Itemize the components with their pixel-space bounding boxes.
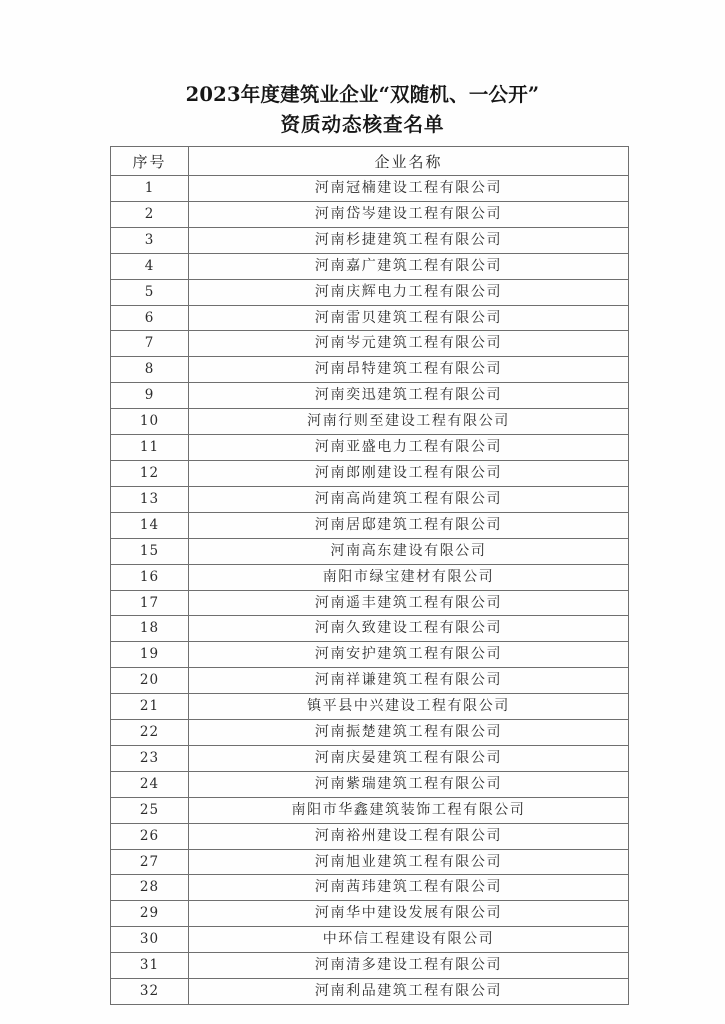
cell-index: 29 [111, 901, 189, 927]
cell-index: 18 [111, 616, 189, 642]
company-list-table [110, 146, 629, 1005]
cell-company-name: 河南利品建筑工程有限公司 [189, 979, 629, 1005]
cell-index: 19 [111, 642, 189, 668]
cell-company-name: 河南冠楠建设工程有限公司 [189, 176, 629, 202]
cell-company-name: 河南华中建设发展有限公司 [189, 901, 629, 927]
cell-index: 22 [111, 720, 189, 746]
cell-index: 13 [111, 486, 189, 512]
column-header-name: 企业名称 [189, 147, 629, 176]
table-row [111, 538, 629, 564]
table-header-row [111, 147, 629, 176]
cell-company-name: 河南祥谦建筑工程有限公司 [189, 668, 629, 694]
cell-company-name: 河南清多建设工程有限公司 [189, 953, 629, 979]
cell-company-name: 河南行则至建设工程有限公司 [189, 409, 629, 435]
cell-company-name: 南阳市绿宝建材有限公司 [189, 564, 629, 590]
cell-index: 1 [111, 176, 189, 202]
table-row [111, 797, 629, 823]
table-row [111, 227, 629, 253]
cell-index: 27 [111, 849, 189, 875]
cell-index: 10 [111, 409, 189, 435]
cell-index: 23 [111, 745, 189, 771]
table-row [111, 927, 629, 953]
table-row [111, 460, 629, 486]
cell-company-name: 河南庆辉电力工程有限公司 [189, 279, 629, 305]
table-row [111, 979, 629, 1005]
table-row [111, 409, 629, 435]
cell-index: 26 [111, 823, 189, 849]
table-row [111, 771, 629, 797]
table-row [111, 849, 629, 875]
cell-company-name: 河南裕州建设工程有限公司 [189, 823, 629, 849]
cell-company-name: 河南岱岑建设工程有限公司 [189, 201, 629, 227]
cell-index: 7 [111, 331, 189, 357]
cell-index: 17 [111, 590, 189, 616]
cell-company-name: 河南安护建筑工程有限公司 [189, 642, 629, 668]
table-row [111, 486, 629, 512]
cell-company-name: 河南亚盛电力工程有限公司 [189, 435, 629, 461]
table-row [111, 435, 629, 461]
table-row [111, 201, 629, 227]
cell-company-name: 河南振楚建筑工程有限公司 [189, 720, 629, 746]
table-header [111, 147, 629, 176]
table-row [111, 823, 629, 849]
cell-company-name: 河南雷贝建筑工程有限公司 [189, 305, 629, 331]
cell-company-name: 河南久致建设工程有限公司 [189, 616, 629, 642]
table-row [111, 953, 629, 979]
cell-index: 25 [111, 797, 189, 823]
cell-company-name: 中环信工程建设有限公司 [189, 927, 629, 953]
cell-company-name: 河南高尚建筑工程有限公司 [189, 486, 629, 512]
cell-index: 14 [111, 512, 189, 538]
cell-company-name: 河南嘉广建筑工程有限公司 [189, 253, 629, 279]
cell-company-name: 河南遥丰建筑工程有限公司 [189, 590, 629, 616]
table-row [111, 564, 629, 590]
table-row [111, 590, 629, 616]
cell-company-name: 河南旭业建筑工程有限公司 [189, 849, 629, 875]
cell-index: 2 [111, 201, 189, 227]
document-title [0, 80, 725, 140]
table-body [111, 176, 629, 1005]
table-row [111, 253, 629, 279]
table-row [111, 331, 629, 357]
table-row [111, 383, 629, 409]
cell-index: 32 [111, 979, 189, 1005]
cell-company-name: 河南茜玮建筑工程有限公司 [189, 875, 629, 901]
table-row [111, 694, 629, 720]
cell-index: 12 [111, 460, 189, 486]
table-row [111, 357, 629, 383]
table-row [111, 512, 629, 538]
cell-company-name: 河南奕迅建筑工程有限公司 [189, 383, 629, 409]
table-row [111, 720, 629, 746]
cell-index: 5 [111, 279, 189, 305]
cell-company-name: 河南紫瑞建筑工程有限公司 [189, 771, 629, 797]
cell-index: 4 [111, 253, 189, 279]
cell-index: 20 [111, 668, 189, 694]
cell-index: 9 [111, 383, 189, 409]
cell-company-name: 南阳市华鑫建筑装饰工程有限公司 [189, 797, 629, 823]
table-row [111, 305, 629, 331]
cell-company-name: 河南居邸建筑工程有限公司 [189, 512, 629, 538]
column-header-index: 序号 [111, 147, 189, 176]
table-row [111, 668, 629, 694]
table-row [111, 901, 629, 927]
table-row [111, 745, 629, 771]
cell-index: 28 [111, 875, 189, 901]
title-line-2: 资质动态核查名单 [280, 113, 445, 136]
cell-company-name: 河南高东建设有限公司 [189, 538, 629, 564]
table-row [111, 642, 629, 668]
table-row [111, 176, 629, 202]
cell-index: 31 [111, 953, 189, 979]
cell-index: 11 [111, 435, 189, 461]
title-line-1: 2023年度建筑业企业“双随机、一公开” [185, 83, 540, 106]
cell-company-name: 河南郎刚建设工程有限公司 [189, 460, 629, 486]
table-row [111, 875, 629, 901]
cell-index: 8 [111, 357, 189, 383]
cell-index: 6 [111, 305, 189, 331]
cell-company-name: 河南庆晏建筑工程有限公司 [189, 745, 629, 771]
cell-index: 24 [111, 771, 189, 797]
cell-company-name: 河南杉捷建筑工程有限公司 [189, 227, 629, 253]
cell-index: 3 [111, 227, 189, 253]
table-row [111, 616, 629, 642]
cell-company-name: 河南岑元建筑工程有限公司 [189, 331, 629, 357]
cell-index: 16 [111, 564, 189, 590]
table-row [111, 279, 629, 305]
cell-company-name: 镇平县中兴建设工程有限公司 [189, 694, 629, 720]
cell-index: 21 [111, 694, 189, 720]
cell-index: 30 [111, 927, 189, 953]
cell-index: 15 [111, 538, 189, 564]
cell-company-name: 河南昂特建筑工程有限公司 [189, 357, 629, 383]
